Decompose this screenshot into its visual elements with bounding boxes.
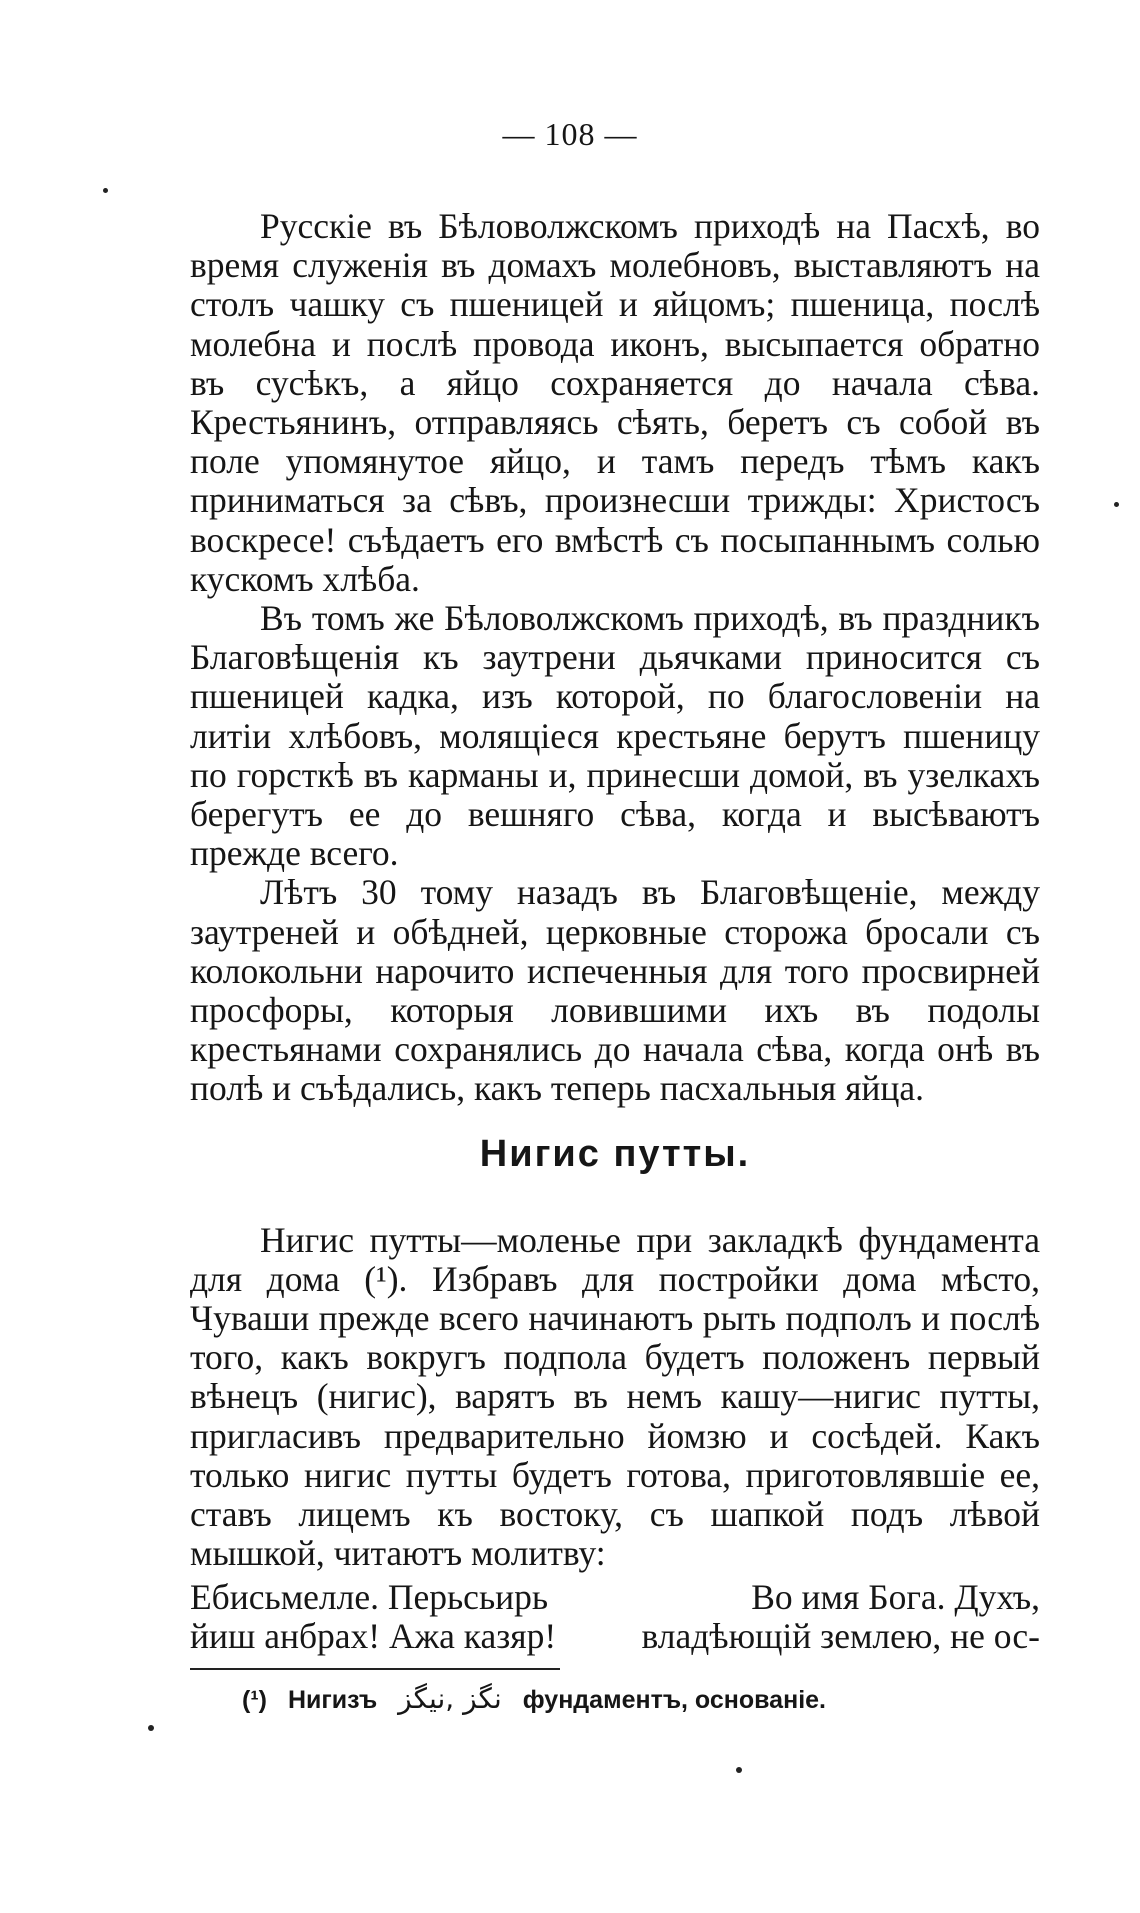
prayer-chuvash bbox=[190, 1578, 570, 1656]
prayer-chuvash-line: йиш анбрах! Ажа казяр! bbox=[190, 1615, 557, 1656]
body-text bbox=[190, 207, 1040, 1715]
print-speck bbox=[1114, 502, 1119, 507]
print-speck bbox=[103, 188, 108, 193]
paragraph-annunciation: Въ томъ же Бѣловолжскомъ приходѣ, въ праздникъ Благовѣщенія къ заутрени дьячками приносится съ пшеницей кадка, изъ которой, по благословеніи на литіи хлѣбовъ, молящіеся крестьяне берутъ пшеницу по горсткѣ въ карманы и, принесши домой, въ узелкахъ берегутъ ее до вешняго сѣва, когда и высѣваютъ прежде всего. bbox=[190, 598, 1040, 874]
footnote-meaning: фундаментъ, основаніе. bbox=[522, 1685, 826, 1714]
paragraph-russian-easter: Русскіе въ Бѣловолжскомъ приходѣ на Пасхѣ, во время служенія въ домахъ молебновъ, выставляютъ на столъ чашку съ пшеницей и яйцомъ; пшеница, послѣ молебна и послѣ провода иконъ, высыпается обратно въ сусѣкъ, а яйцо сохраняется до начала сѣва. Крестьянинъ, отправляясь сѣять, беретъ съ собой въ поле упомянутое яйцо, и тамъ передъ тѣмъ какъ приниматься за сѣвъ, произнесши трижды: Христосъ воскресе! съѣдаетъ его вмѣстѣ съ посыпаннымъ солью кускомъ хлѣба. bbox=[190, 206, 1040, 599]
prayer-russian bbox=[640, 1578, 1040, 1656]
print-speck bbox=[148, 1725, 154, 1731]
footnote-rule bbox=[190, 1668, 560, 1670]
section-heading: Нигис путты. bbox=[479, 1132, 751, 1175]
footnote bbox=[190, 1682, 1040, 1715]
paragraph-prosphora: Лѣтъ 30 тому назадъ въ Благовѣщеніе, между заутреней и обѣдней, церковные сторожа бросали съ колокольни нарочито испеченныя для того просвирней просфоры, которыя ловившими ихъ въ подолы крестьянами сохранялись до начала сѣва, когда онѣ въ полѣ и съѣдались, какъ теперь пасхальныя яйца. bbox=[190, 872, 1040, 1109]
paragraph-nigis-putty: Нигис путты—моленье при закладкѣ фундамента для дома (¹). Избравъ для постройки дома мѣсто, Чуваши прежде всего начинаютъ рыть подполъ и послѣ того, какъ вокругъ подпола будетъ положенъ первый вѣнецъ (нигис), варятъ въ немъ кашу—нигис путты, пригласивъ предварительно йомзю и сосѣдей. Какъ только нигис путты будетъ готова, приготовлявшіе ее, ставъ лицемъ къ востоку, съ шапкой подъ лѣвой мышкой, читаютъ молитву: bbox=[190, 1219, 1040, 1574]
prayer-two-columns bbox=[190, 1578, 1040, 1656]
footnote-arabic: نگز ,نيگز bbox=[398, 1681, 502, 1715]
prayer-russian-line: Во имя Бога. Духъ, bbox=[751, 1576, 1040, 1617]
page-number: — 108 — bbox=[502, 116, 638, 152]
prayer-russian-line: владѣющій землею, не ос- bbox=[641, 1615, 1040, 1656]
footnote-word: Нигизъ bbox=[287, 1685, 378, 1714]
prayer-chuvash-line: Ебисьмелле. Перьсьирь bbox=[190, 1576, 549, 1617]
print-speck bbox=[736, 1767, 742, 1773]
footnote-marker: (¹) bbox=[242, 1685, 267, 1714]
